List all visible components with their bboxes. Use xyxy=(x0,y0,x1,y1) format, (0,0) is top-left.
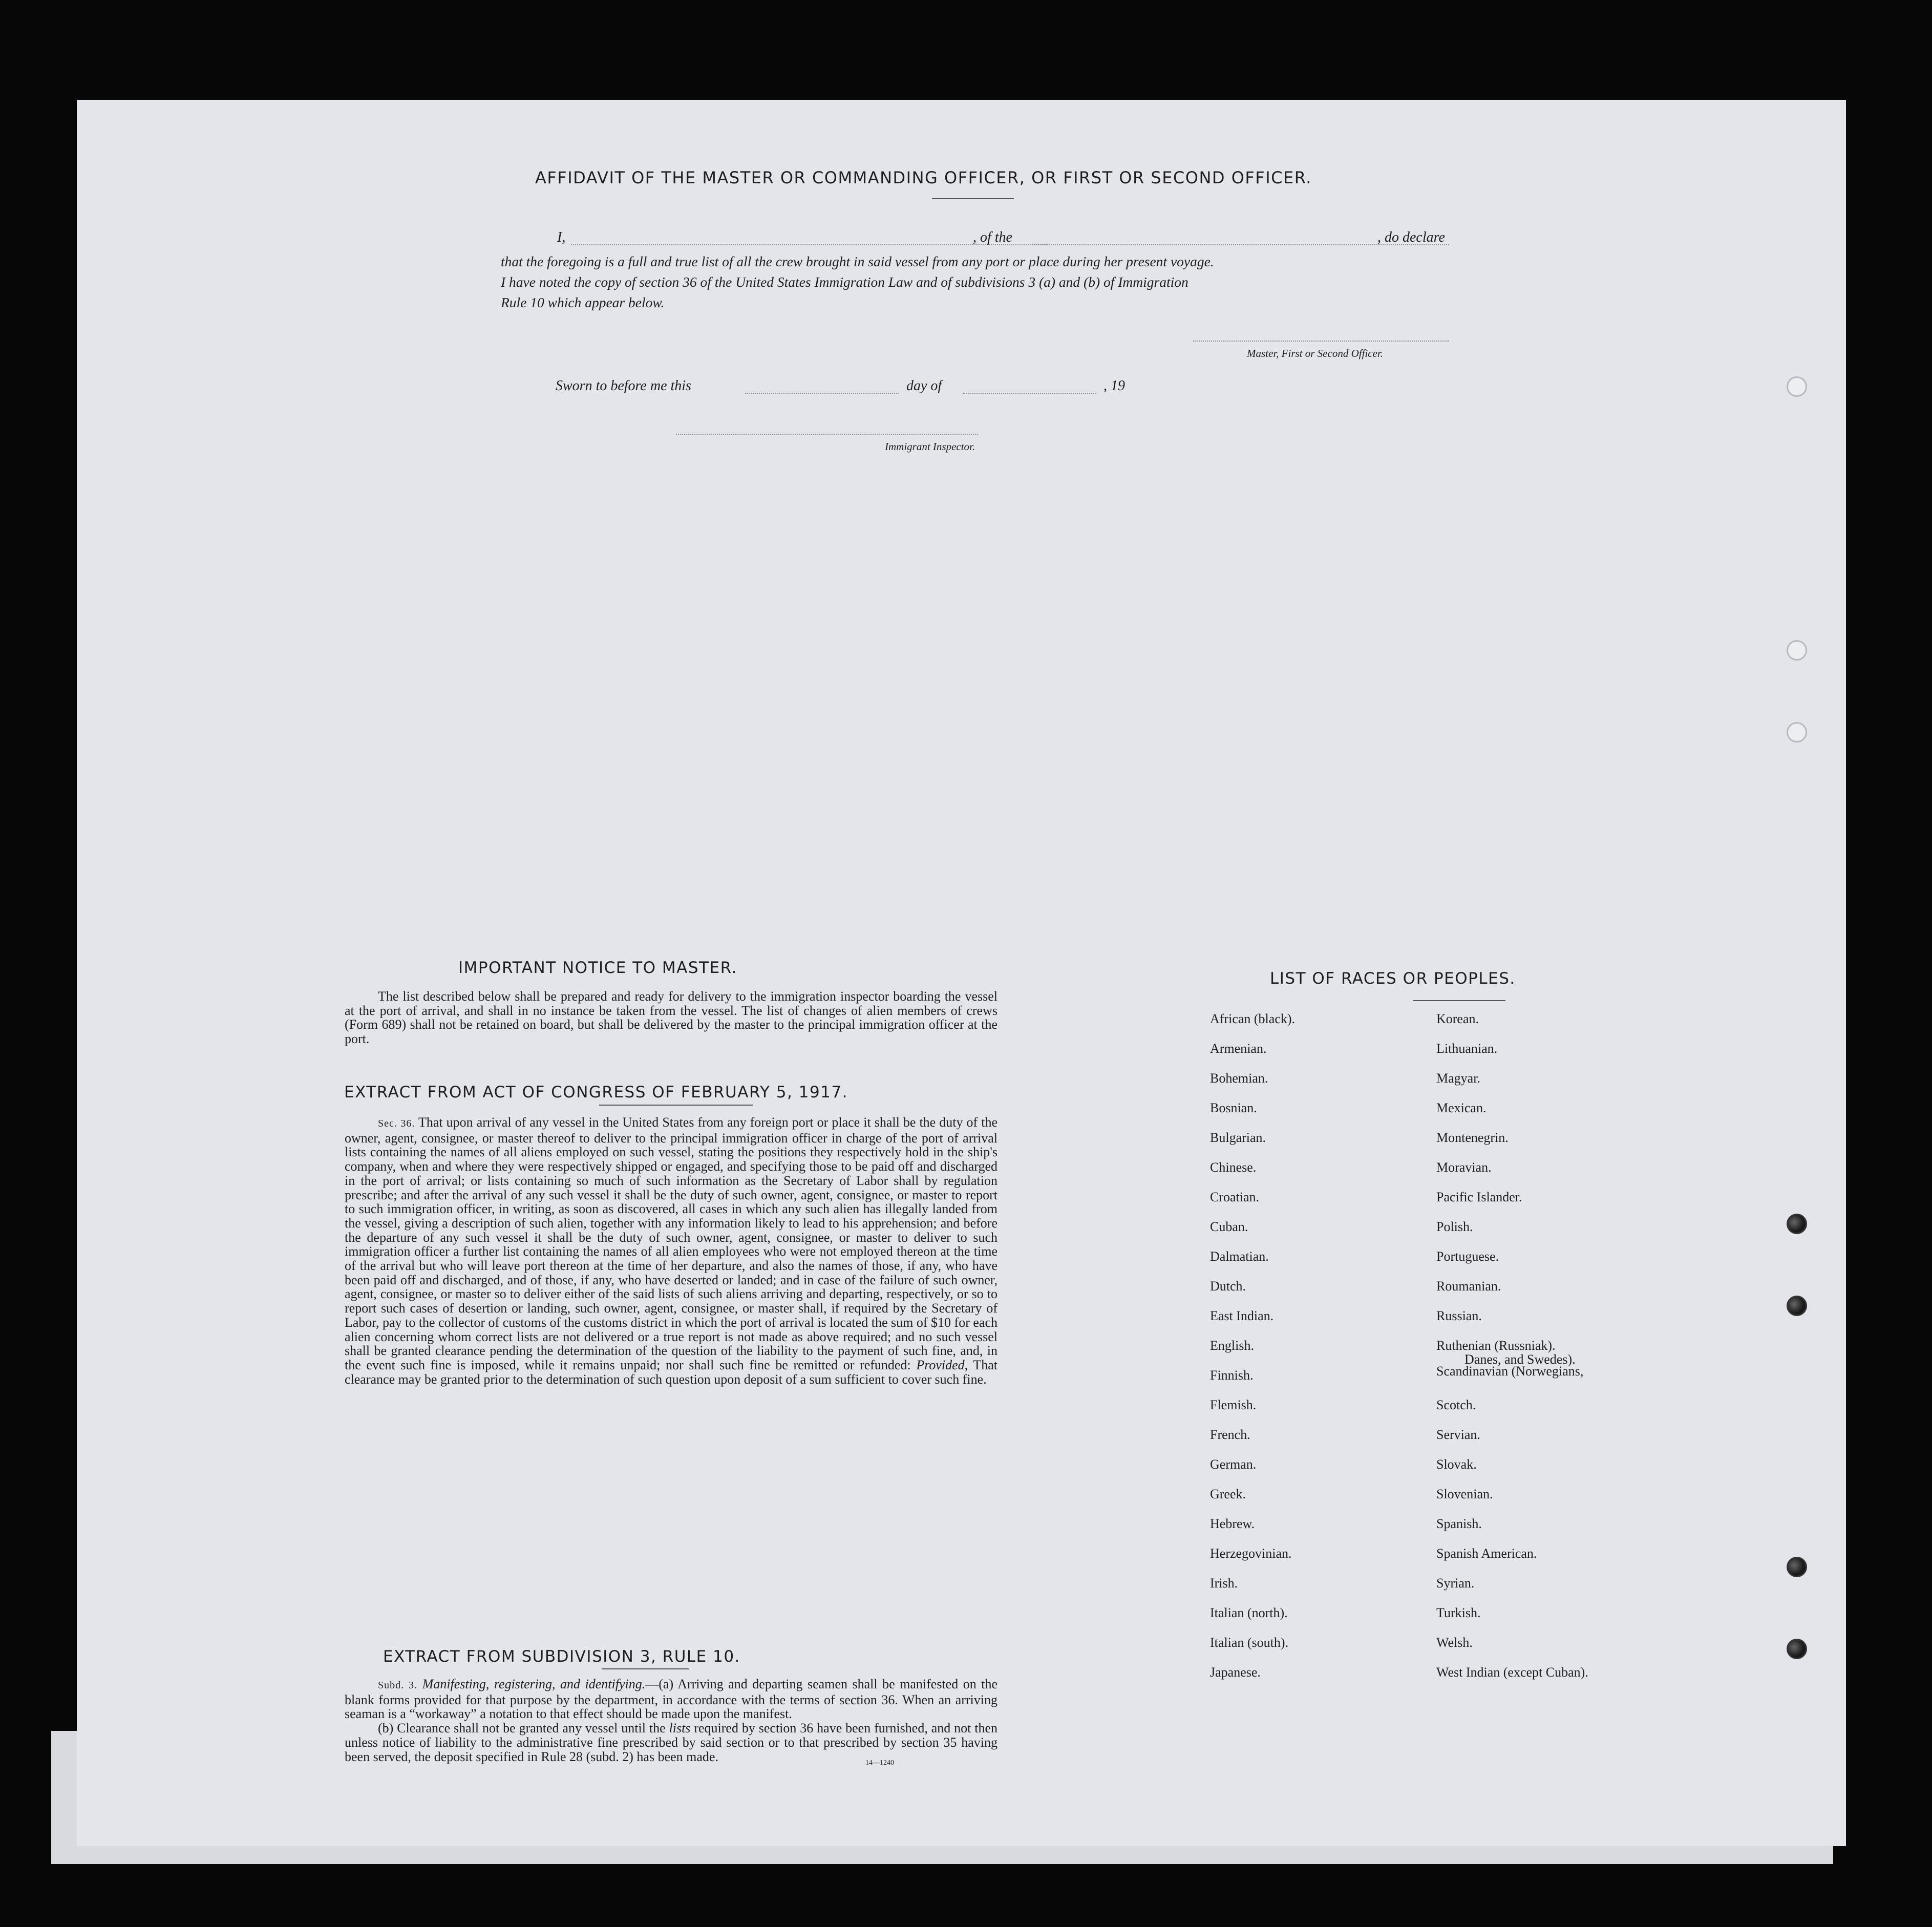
race-item-right: Russian. xyxy=(1436,1308,1482,1323)
inspector-caption: Immigrant Inspector. xyxy=(885,440,975,453)
affidavit-line-2: that the foregoing is a full and true list of all the crew brought in said vessel from any port or place during her present voyage. xyxy=(501,253,1214,269)
race-item-right: Lithuanian. xyxy=(1436,1041,1498,1056)
notice-title: IMPORTANT NOTICE TO MASTER. xyxy=(458,959,737,977)
races-title-rule xyxy=(1413,1000,1505,1001)
act-title-rule xyxy=(599,1105,753,1106)
race-item-left: Italian (south). xyxy=(1210,1635,1289,1650)
affidavit-line-3: I have noted the copy of section 36 of the United States Immigration Law and of subdivisions 3 (a) and (b) of Immigration xyxy=(501,274,1188,290)
race-item-right: Montenegrin. xyxy=(1436,1130,1509,1145)
race-item-left: Dutch. xyxy=(1210,1279,1246,1294)
race-item-right: Welsh. xyxy=(1436,1635,1473,1650)
race-item-left: Italian (north). xyxy=(1210,1605,1288,1620)
race-item-left: Irish. xyxy=(1210,1576,1238,1591)
inspector-blank xyxy=(676,434,978,435)
race-item-left: Hebrew. xyxy=(1210,1516,1255,1531)
race-item-left: East Indian. xyxy=(1210,1308,1274,1323)
race-item-right: Roumanian. xyxy=(1436,1279,1501,1294)
month-blank xyxy=(963,393,1096,394)
race-item-right: Spanish American. xyxy=(1436,1546,1537,1561)
title-rule xyxy=(932,198,1014,199)
binder-hole xyxy=(1787,640,1807,661)
race-item-right: Moravian. xyxy=(1436,1160,1492,1175)
race-item-left: Chinese. xyxy=(1210,1160,1257,1175)
subd-b-text-2: required by section 36 have been furnished, and not then unless notice of liability to the administrative fine prescribed by said section or to that prescribed by section 35 having been served, the deposit specified in Rule 28 (subd. 2) has been made. xyxy=(345,1721,998,1764)
subd-b-lists: lists xyxy=(669,1721,691,1736)
race-item-left: German. xyxy=(1210,1457,1257,1472)
race-item-scandinavian-cont: Danes, and Swedes). xyxy=(1464,1352,1576,1367)
race-item-right: Pacific Islander. xyxy=(1436,1190,1522,1204)
binder-hole xyxy=(1787,1214,1807,1234)
signature-caption: Master, First or Second Officer. xyxy=(1247,347,1383,359)
race-item-left: Finnish. xyxy=(1210,1368,1254,1383)
day-blank xyxy=(745,393,899,394)
affidavit-of-the-label: , of the xyxy=(973,229,1012,245)
race-item-left: English. xyxy=(1210,1338,1254,1353)
race-item-right: Slovak. xyxy=(1436,1457,1477,1472)
day-of-label: day of xyxy=(906,378,942,394)
race-item-left: Armenian. xyxy=(1210,1041,1267,1056)
affidavit-do-declare-label: , do declare xyxy=(1377,229,1445,245)
affidavit-i-label: I, xyxy=(557,229,566,245)
subd-a-text: —(a) Arriving and departing seamen shall be manifested on the blank forms provided for that purpose by the department, in accordance with the terms of section 36. When an arriving seaman is a “workaway” a notation to that effect should be made upon the manifest. xyxy=(345,1677,997,1722)
subdivision-b xyxy=(345,1721,997,1764)
race-item-left: Bulgarian. xyxy=(1210,1130,1266,1145)
races-title: LIST OF RACES OR PEOPLES. xyxy=(1270,969,1516,988)
sworn-label: Sworn to before me this xyxy=(556,378,691,394)
race-item-left: Greek. xyxy=(1210,1487,1246,1501)
race-item-left: Croatian. xyxy=(1210,1190,1260,1204)
race-item-left: Dalmatian. xyxy=(1210,1249,1269,1264)
race-item-right: Scotch. xyxy=(1436,1397,1476,1412)
rule-title-rule xyxy=(602,1668,689,1669)
race-item-left: African (black). xyxy=(1210,1011,1296,1026)
section-label: Sec. 36. xyxy=(378,1118,415,1129)
race-item-right: Slovenian. xyxy=(1436,1487,1493,1501)
rule-extract-title: EXTRACT FROM SUBDIVISION 3, RULE 10. xyxy=(383,1647,740,1666)
notice-body: The list described below shall be prepared and ready for delivery to the immigration inspector boarding the vessel at the port of arrival, and shall in no instance be taken from the vessel. The list of changes of alien members of crews (Form 689) shall not be retained on board, but shall be delivered by the master to the principal immigration officer at the port. xyxy=(345,989,997,1047)
signature-blank xyxy=(1193,341,1449,342)
race-item-right: Magyar. xyxy=(1436,1071,1480,1086)
race-item-right: Servian. xyxy=(1436,1427,1480,1442)
affidavit-line-4: Rule 10 which appear below. xyxy=(501,294,665,310)
binder-hole xyxy=(1787,722,1807,743)
binder-hole xyxy=(1787,376,1807,397)
race-item-left: Herzegovinian. xyxy=(1210,1546,1292,1561)
year-label: , 19 xyxy=(1103,378,1125,394)
section-36-text-end: That clearance may be granted prior to the determination of such question upon deposit of a sum sufficient to cover such fine. xyxy=(345,1357,997,1387)
rule-extract-body xyxy=(345,1677,997,1764)
race-item-left: Japanese. xyxy=(1210,1665,1261,1680)
race-item-right: Scandinavian (Norwegians, xyxy=(1436,1364,1584,1379)
race-item-right: Spanish. xyxy=(1436,1516,1482,1531)
subd-b-text-1: (b) Clearance shall not be granted any vessel until the xyxy=(378,1721,666,1736)
race-item-right: West Indian (except Cuban). xyxy=(1436,1665,1588,1680)
race-item-left: French. xyxy=(1210,1427,1250,1442)
race-item-right: Ruthenian (Russniak). xyxy=(1436,1338,1556,1353)
act-extract-title: EXTRACT FROM ACT OF CONGRESS OF FEBRUARY 5, 1917. xyxy=(344,1083,848,1102)
act-extract-body xyxy=(345,1115,997,1386)
race-item-left: Flemish. xyxy=(1210,1397,1257,1412)
binder-hole xyxy=(1787,1557,1807,1577)
race-item-right: Polish. xyxy=(1436,1219,1473,1234)
provided-label: Provided, xyxy=(916,1357,968,1372)
subd-heading: Manifesting, registering, and identifying. xyxy=(422,1677,646,1691)
race-item-right: Korean. xyxy=(1436,1011,1479,1026)
race-item-right: Portuguese. xyxy=(1436,1249,1499,1264)
race-item-left: Bohemian. xyxy=(1210,1071,1268,1086)
document-page xyxy=(77,100,1846,1846)
race-item-right: Syrian. xyxy=(1436,1576,1475,1591)
affidavit-title: AFFIDAVIT OF THE MASTER OR COMMANDING OFFICER, OR FIRST OR SECOND OFFICER. xyxy=(535,168,1312,187)
race-item-left: Bosnian. xyxy=(1210,1100,1257,1115)
binder-hole xyxy=(1787,1639,1807,1659)
race-item-right: Turkish. xyxy=(1436,1605,1481,1620)
section-36-text: That upon arrival of any vessel in the United States from any foreign port or place it shall be the duty of the owner, agent, consignee, or master thereof to deliver to the principal immigration officer in charge of the port of arrival lists containing the names of all aliens employed on such vessel, stating the positions they respectively hold in the ship's company, when and where they were respectively shipped or engaged, and specifying those to be paid off and discharged in the port of arrival; or lists containing so much of such information as the Secretary of Labor shall by regulation prescribe; and after the arrival of any such vessel it shall be the duty of such owner, agent, consignee, or master to report to such immigration officer, in writing, as soon as discovered, all cases in which any such alien has illegally landed from the vessel, giving a description of such alien, together with any information likely to lead to his apprehension; and before the departure of any such vessel it shall be the duty of such owner, agent, consignee, or master to deliver to such immigration officer a further list containing the names of all alien employees who were not employed thereon at the time of the arrival but who will leave port thereon at the time of her departure, and also the names of those, if any, who have been paid off and discharged, and of those, if any, who have deserted or landed; and in case of the failure of such owner, agent, consignee, or master so to deliver either of the said lists of such aliens arriving and departing, respectively, or so to report such cases of desertion or landing, such owner, agent, consignee, or master shall, if required by the Secretary of Labor, pay to the collector of customs of the customs district in which the port of arrival is located the sum of $10 for each alien concerning whom correct lists are not delivered or a true report is not made as above required; and no such vessel shall be granted clearance pending the determination of the question of the liability to the payment of such fine, and, in the event such fine is imposed, while it remains unpaid; nor shall such fine be remitted or refunded: xyxy=(345,1115,997,1372)
form-number: 14—1240 xyxy=(865,1759,894,1767)
binder-hole xyxy=(1787,1296,1807,1316)
subdivision-a xyxy=(345,1677,997,1721)
race-item-right: Mexican. xyxy=(1436,1100,1487,1115)
race-item-left: Cuban. xyxy=(1210,1219,1248,1234)
subd-label: Subd. 3. xyxy=(378,1680,418,1691)
